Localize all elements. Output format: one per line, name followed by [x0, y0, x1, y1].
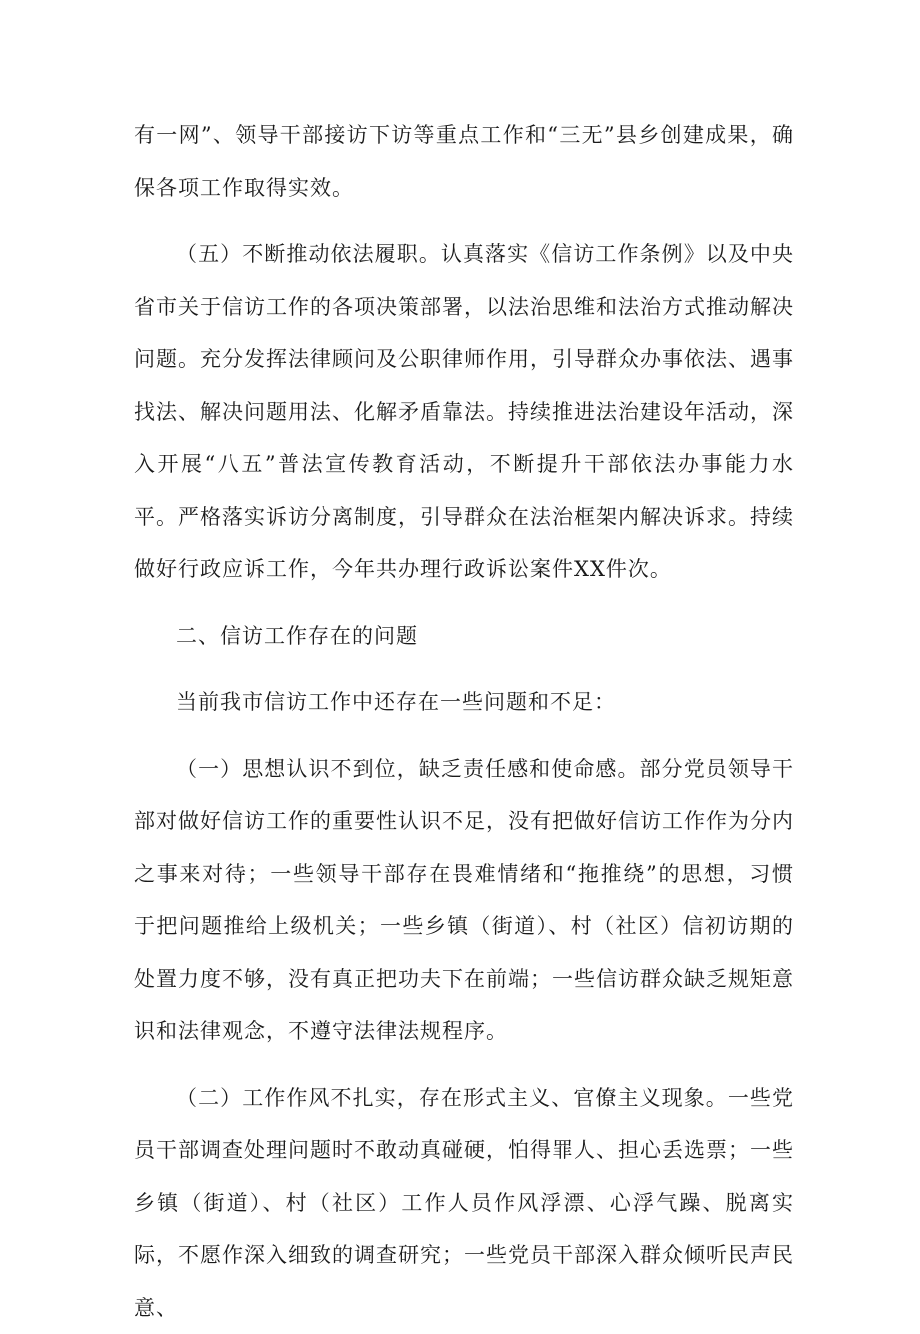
paragraph-intro: 当前我市信访工作中还存在一些问题和不足： — [134, 676, 794, 729]
paragraph-gap — [134, 729, 794, 743]
paragraph-problem-2: （二）工作作风不扎实，存在形式主义、官僚主义现象。一些党员干部调查处理问题时不敢动真碰硬，怕得罪人、担心丢选票；一些乡镇（街道）、村（社区）工作人员作风浮漂、心浮气躁、脱离实际，不愿作深入细致的调查研究；一些党员干部深入群众倾听民声民意、 — [134, 1072, 794, 1334]
paragraph-gap — [134, 596, 794, 610]
paragraph-gap — [134, 1058, 794, 1072]
paragraph-section-5: （五）不断推动依法履职。认真落实《信访工作条例》以及中央省市关于信访工作的各项决策部署，以法治思维和法治方式推动解决问题。充分发挥法律顾问及公职律师作用，引导群众办事依法、遇事找法、解决问题用法、化解矛盾靠法。持续推进法治建设年活动，深入开展“八五”普法宣传教育活动，不断提升干部依法办事能力水平。严格落实诉访分离制度，引导群众在法治框架内解决诉求。持续做好行政应诉工作，今年共办理行政诉讼案件XX件次。 — [134, 228, 794, 596]
paragraph-gap — [134, 662, 794, 676]
heading-section-2: 二、信访工作存在的问题 — [134, 610, 794, 663]
paragraph-continuation: 有一网”、领导干部接访下访等重点工作和“三无”县乡创建成果，确保各项工作取得实效。 — [134, 109, 794, 214]
paragraph-problem-1: （一）思想认识不到位，缺乏责任感和使命感。部分党员领导干部对做好信访工作的重要性认识不足，没有把做好信访工作作为分内之事来对待；一些领导干部存在畏难情绪和“拖推绕”的思想，习惯于把问题推给上级机关；一些乡镇（街道）、村（社区）信初访期的处置力度不够，没有真正把功夫下在前端；一些信访群众缺乏规矩意识和法律观念，不遵守法律法规程序。 — [134, 743, 794, 1058]
paragraph-gap — [134, 214, 794, 228]
document-body — [134, 109, 794, 1334]
